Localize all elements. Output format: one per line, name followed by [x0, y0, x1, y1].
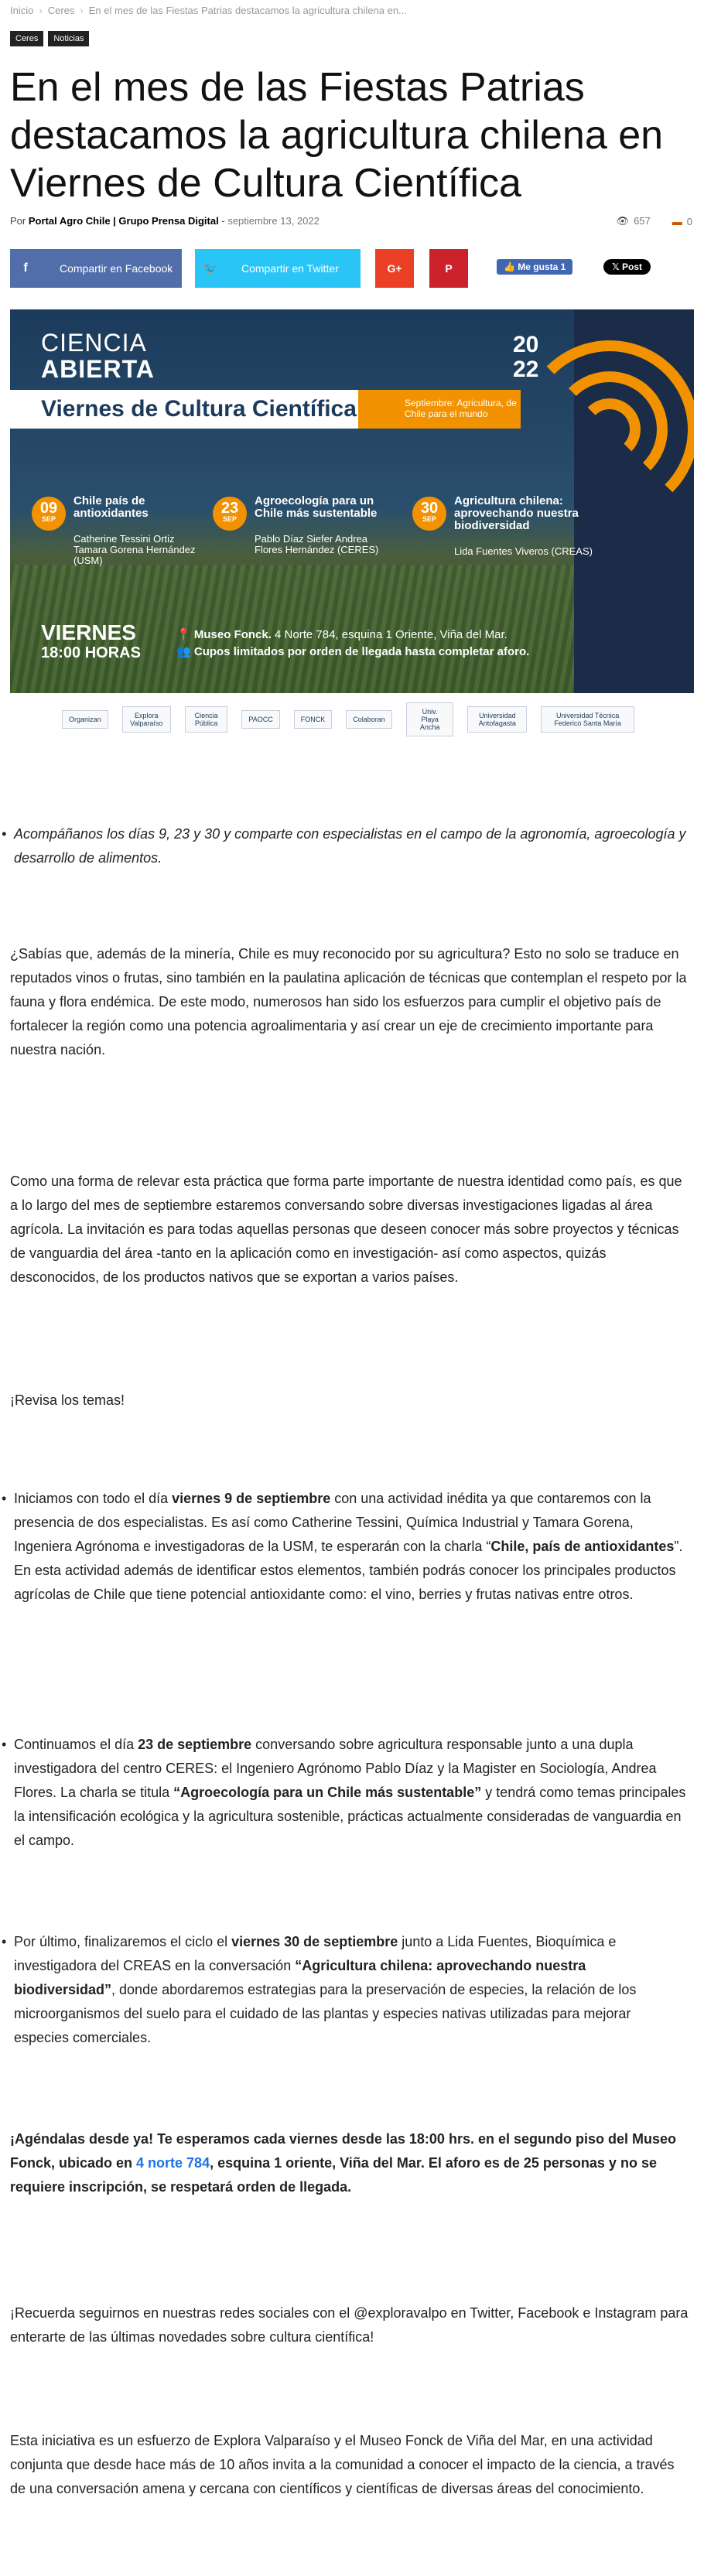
signal-arcs-graphic — [579, 398, 641, 460]
share-googleplus-button[interactable] — [375, 249, 414, 288]
date-badge-3 — [412, 497, 446, 531]
category-noticias[interactable]: Noticias — [48, 31, 89, 46]
text-span: conversando sobre agricultura responsable junto a una dupla investigadora del centro CERES: el Ingeniero Agrónomo Pablo Díaz y la Magister en Sociología, Andrea Flores. La charla se titula — [14, 1737, 657, 1800]
post-date: septiembre 13, 2022 — [227, 215, 320, 227]
date-badge-1 — [32, 497, 66, 531]
text-span: Chile, país de antioxidantes — [490, 1539, 675, 1554]
event-2-people: Pablo Díaz Siefer Andrea Flores Hernández (CERES) — [255, 533, 379, 555]
share-pinterest-button[interactable] — [429, 249, 468, 288]
date-month: SEP — [41, 515, 56, 523]
text-span: ”. En esta actividad además de identificar estos elementos, también podrás conocer los principales productos agrícolas de Chile que tiene potencial antioxidante como: el vino, berries y frutas nativas entre otros. — [14, 1539, 683, 1602]
sponsor-logo: Colaboran — [346, 710, 392, 729]
date-month: SEP — [422, 515, 436, 523]
text-span: viernes 30 de septiembre — [231, 1934, 398, 1949]
date-month: SEP — [222, 515, 237, 523]
like-label: Me gusta 1 — [518, 261, 566, 272]
banner-series-title: Viernes de Cultura Científica — [10, 390, 397, 429]
sponsor-logo: Universidad Técnica Federico Santa María — [541, 706, 634, 733]
sponsor-logos-strip — [62, 696, 634, 743]
views-count — [617, 215, 651, 227]
text-span: con una actividad inédita ya que contaremos con la presencia de dos especialistas. Es así como Catherine Tessini, Química Industrial y Tamara Gorena, Ingeniera Agrónoma e investigadoras de la USM, te esperarán con la charla “ — [14, 1491, 651, 1554]
text-span: “Agricultura chilena: aprovechando nuestra biodiversidad” — [14, 1958, 586, 1997]
breadcrumb-current: En el mes de las Fiestas Patrias destacamos la agricultura chilena en... — [88, 5, 407, 16]
twitter-icon: 🐦 — [203, 262, 218, 275]
text-span: junto a Lida Fuentes, Bioquímica e investigadora del CREAS en la conversación — [14, 1934, 617, 1973]
sponsor-logo: Explora Valparaíso — [122, 706, 171, 733]
people-icon: 👥 — [176, 645, 194, 658]
topic-bullet-1 — [14, 1487, 687, 1607]
event-banner-image — [10, 309, 694, 693]
text-span: viernes 9 de septiembre — [172, 1491, 331, 1506]
facebook-like-button[interactable] — [497, 259, 572, 275]
intro-bullet: • Acompáñanos los días 9, 23 y 30 y comparte con especialistas en el campo de la agronomía, agroecología y desarrollo de alimentos. — [14, 822, 687, 870]
post-counters — [617, 215, 692, 227]
date-day: 23 — [220, 500, 239, 517]
paragraph-6: Esta iniciativa es un esfuerzo de Explora Valparaíso y el Museo Fonck de Viña del Mar, en una actividad conjunta que desde hace más de 10 años invita a la comunidad a conocer el impacto de la ciencia, a través de una conversación amena y cercana con científicos y científicas de diversas áreas del conocimiento. — [10, 2433, 675, 2496]
paragraph-1: ¿Sabías que, además de la minería, Chile es muy reconocido por su agricultura? Esto no solo se traduce en reputados vinos o frutas, sino también en la paulatina aplicación de técnicas que contemplan el respeto por la fauna y flora endémica. De este modo, numerosos han sido los esfuerzos para cumplir el objetivo país de fortalecer la región como una potencia agroalimentaria y así crear un eje de crecimiento importante para nuestra nación. — [10, 946, 687, 1057]
text-span: Por último, finalizaremos el ciclo el — [14, 1934, 232, 1949]
text-span: Iniciamos con todo el día — [14, 1491, 173, 1506]
seats-note: Cupos limitados por orden de llegada hasta completar aforo. — [193, 645, 530, 658]
text-span: y tendrá como temas principales la intensificación ecológica y la agricultura sostenible, prácticas actualmente consideradas de vanguardia en el campo. — [14, 1785, 686, 1848]
facebook-icon: f — [23, 261, 28, 275]
place-name: Museo Fonck. — [193, 628, 272, 641]
address-link[interactable]: 4 norte 784 — [136, 2155, 210, 2171]
category-ceres[interactable]: Ceres — [10, 31, 43, 46]
chevron-right-icon: › — [39, 5, 43, 16]
meta-separator: - — [221, 215, 225, 227]
paragraph-5: ¡Recuerda seguirnos en nuestras redes sociales con el @exploravalpo en Twitter, Facebook e Instagram para enterarte de las últimas novedades sobre cultura científica! — [10, 2305, 689, 2345]
post-meta — [10, 215, 320, 227]
eye-icon: 👁 — [616, 215, 630, 227]
text-span: 23 de septiembre — [138, 1737, 252, 1752]
topic-bullet-3 — [14, 1930, 687, 2050]
x-icon: 𝕏 — [612, 261, 623, 272]
paragraph-3: ¡Revisa los temas! — [10, 1392, 125, 1408]
banner-when — [41, 622, 141, 662]
banner-year — [513, 333, 538, 382]
paragraph-4 — [10, 2127, 691, 2199]
brand-line-2: ABIERTA — [41, 355, 155, 383]
sponsor-logo: PAOCC — [241, 710, 279, 729]
date-day: 09 — [39, 500, 58, 517]
sponsor-logo: Organizan — [62, 710, 108, 729]
breadcrumb-section[interactable]: Ceres — [47, 5, 75, 16]
comments-value: 0 — [686, 215, 692, 227]
comment-icon: ▬ — [672, 215, 682, 227]
event-2 — [255, 495, 398, 555]
map-pin-icon: 📍 — [176, 628, 194, 641]
event-1 — [73, 495, 197, 566]
sponsor-logo: FONCK — [294, 710, 333, 729]
event-3-people: Lida Fuentes Viveros (CREAS) — [454, 545, 593, 557]
date-badge-2 — [213, 497, 247, 531]
chevron-right-icon: › — [80, 5, 84, 16]
topic-bullet-2 — [14, 1733, 687, 1853]
banner-location — [176, 627, 529, 661]
event-3 — [454, 495, 601, 557]
share-facebook-button[interactable] — [10, 249, 182, 288]
comments-count[interactable] — [672, 216, 692, 227]
page-title: En el mes de las Fiestas Patrias destacamos la agricultura chilena en Viernes de Cultura Científica — [10, 65, 664, 206]
author-link[interactable]: Portal Agro Chile | Grupo Prensa Digital — [28, 215, 219, 227]
views-value: 657 — [634, 215, 651, 227]
date-day: 30 — [420, 500, 439, 517]
paragraph-2: Como una forma de relevar esta práctica que forma parte importante de nuestra identidad como país, es que a lo largo del mes de septiembre estaremos conversando sobre diversas investigaciones ligadas al área agrícola. La invitación es para todas aquellas personas que deseen conocer más sobre proyectos y técnicas de vanguardia del área -tanto en la aplicación como en investigación- así como aspectos, quizás desconocidos, de los productos nativos que se exportan a varios países. — [10, 1174, 682, 1285]
event-2-title: Agroecología para un Chile más sustentable — [255, 494, 378, 520]
text-span: ¡Agéndalas desde ya! Te esperamos cada viernes desde las 18:00 hrs. en el segundo piso del Museo Fonck, ubicado en — [10, 2131, 676, 2171]
sponsor-logo: Universidad Antofagasta — [467, 706, 527, 733]
pinterest-icon: P — [445, 262, 453, 275]
breadcrumb — [10, 5, 407, 16]
text-span: , esquina 1 oriente, Viña del Mar. El aforo es de 25 personas y no se requiere inscripción, se respetará orden de llegada. — [10, 2155, 657, 2195]
sponsor-logo: Ciencia Pública — [185, 706, 227, 733]
year-line-1: 20 — [513, 332, 539, 357]
x-post-button[interactable] — [603, 259, 651, 275]
event-1-people: Catherine Tessini Ortiz Tamara Gorena Hernández (USM) — [73, 533, 196, 566]
breadcrumb-home[interactable]: Inicio — [10, 5, 34, 16]
text-span: Continuamos el día — [14, 1737, 138, 1752]
event-3-title: Agricultura chilena: aprovechando nuestra biodiversidad — [454, 494, 579, 532]
sponsor-logo: Univ. Playa Ancha — [406, 702, 454, 736]
post-label: Post — [622, 261, 643, 272]
category-tags — [10, 31, 89, 46]
share-twitter-button[interactable] — [195, 249, 361, 288]
googleplus-icon: G+ — [387, 262, 402, 275]
when-time: 18:00 HORAS — [41, 644, 141, 661]
by-label: Por — [10, 215, 26, 227]
text-span: “Agroecología para un Chile más sustentable” — [173, 1785, 482, 1800]
share-twitter-label: Compartir en Twitter — [241, 262, 339, 275]
banner-theme: Septiembre: Agricultura, de Chile para el mundo — [358, 390, 521, 429]
place-address: 4 Norte 784, esquina 1 Oriente, Viña del Mar. — [275, 628, 507, 641]
year-line-2: 22 — [513, 357, 539, 382]
banner-brand — [41, 330, 155, 382]
share-facebook-label: Compartir en Facebook — [60, 262, 173, 275]
when-day: VIERNES — [41, 620, 136, 644]
thumbs-up-icon: 👍 — [504, 261, 518, 272]
brand-line-1: CIENCIA — [41, 329, 147, 357]
event-1-title: Chile país de antioxidantes — [73, 494, 149, 520]
text-span: , donde abordaremos estrategias para la preservación de especies, la relación de los microorganismos del suelo para el cuidado de las plantas y especies nativas utilizadas para mejorar especies comerciales. — [14, 1982, 637, 2045]
